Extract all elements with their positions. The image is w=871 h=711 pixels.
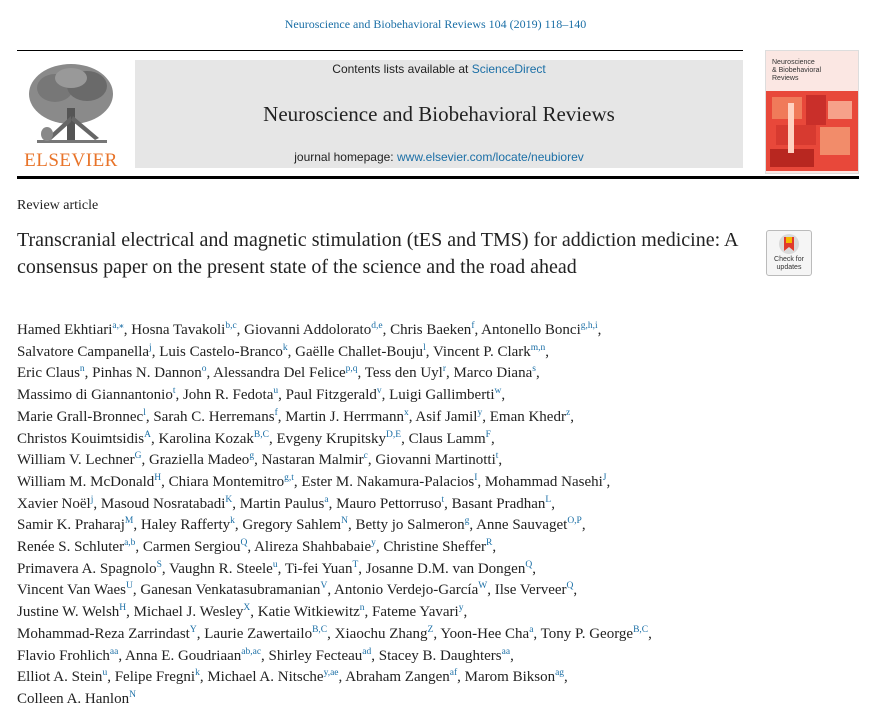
author-affiliation-link[interactable]: j <box>90 494 94 505</box>
author-name[interactable]: Antonio Verdejo-García <box>334 582 479 599</box>
author-affiliation-link[interactable]: R <box>486 538 493 549</box>
author-affiliation-link[interactable]: T <box>352 559 359 570</box>
author-name[interactable]: Salvatore Campanella <box>17 343 150 360</box>
author-affiliation-link[interactable]: F <box>485 429 491 440</box>
author-affiliation-link[interactable]: Q <box>566 581 574 592</box>
author-affiliation-link[interactable]: k <box>230 516 235 527</box>
author-name[interactable]: Ganesan Venkatasubramanian <box>140 582 321 599</box>
author-name[interactable]: Marom Bikson <box>464 669 556 686</box>
author-name[interactable]: Alireza Shahbabaie <box>254 539 372 556</box>
author-name[interactable]: Anna E. Goudriaan <box>125 647 242 664</box>
author-name[interactable]: Justine W. Welsh <box>17 604 120 621</box>
author-affiliation-link[interactable]: z <box>565 407 571 418</box>
author-name[interactable]: Yoon-Hee Cha <box>440 625 530 642</box>
author-name[interactable]: Xiaochu Zhang <box>334 625 428 642</box>
author-affiliation-link[interactable]: H <box>154 472 162 483</box>
author-affiliation-link[interactable]: t <box>441 494 445 505</box>
author-name[interactable]: Mohammad-Reza Zarrindast <box>17 625 190 642</box>
homepage-label: journal homepage: <box>294 150 397 164</box>
author-name[interactable]: Asif Jamil <box>415 408 478 425</box>
journal-header <box>17 50 857 175</box>
cover-title <box>772 59 821 83</box>
author-name[interactable]: Mohammad Nasehi <box>484 473 603 490</box>
bookmark-icon <box>767 231 811 257</box>
author-affiliation-link[interactable]: V <box>320 581 328 592</box>
author-affiliation-link[interactable]: ag <box>555 668 565 679</box>
author-name[interactable]: Tess den Uyl <box>364 365 443 382</box>
author-name[interactable]: Christine Sheffer <box>383 539 486 556</box>
author-name[interactable]: Luigi Gallimberti <box>389 387 495 404</box>
badge-line: updates <box>776 264 802 271</box>
author-affiliation-link[interactable]: g,t <box>284 472 294 483</box>
author-affiliation-link[interactable]: a <box>324 494 329 505</box>
author-affiliation-link[interactable]: u <box>272 559 278 570</box>
publisher-name: ELSEVIER <box>24 150 118 171</box>
author-affiliation-link[interactable]: Q <box>240 538 248 549</box>
author-name[interactable]: Karolina Kozak <box>158 430 254 447</box>
author-list: Hamed Ekhtiari$^{a,⁎}$, Hosna Tavakoli$^{b,c}$, Giovanni Addolorato$^{d,e}$, Chris Baeken$^f$, Antonello Bonci$^{g,h,i}$, Salvatore Campanella$^j$, Luis Castelo-Branco$^k$, Gaëlle Challet-Bouju$^l$, Vincent P. Clark$^{m,n}$, Eric Claus$^n$, Pinhas N. Dannon$^o$, Alessandra Del Felice$^{p,q}$, Tess den Uyl$^r$, Marco Diana$^s$, Massimo di Giannantonio$^t$, John R. Fedota$^u$, Paul Fitzgerald$^v$, Luigi Gallimberti$^w$, Marie Grall-Bronnec$^l$, Sarah C. Herremans$^f$, Martin J. Herrmann$^x$, Asif Jamil$^y$, Eman Khedr$^z$, Christos Kouimtsidis$^A$, Karolina Kozak$^{B,C}$, Evgeny Krupitsky$^{D,E}$, Claus Lamm$^F$, William V. Lechner$^G$, Graziella Madeo$^g$, Nastaran Malmir$^c$, Giovanni Martinotti$^t$, William M. McDonald$^H$, Chiara Montemitro$^{g,t}$, Ester M. Nakamura-Palacios$^I$, Mohammad Nasehi$^J$, Xavier Noël$^j$, Masoud Nosratabadi$^K$, Martin Paulus$^a$, Mauro Pettorruso$^t$, Basant Pradhan$^L$, Samir K. Praharaj$^M$, Haley Rafferty$^k$, Gregory Sahlem$^N$, Betty jo Salmeron$^g$, Anne Sauvaget$^{O,P}$, Renée S. Schluter$^{a,b}$, Carmen Sergiou$^Q$, Alireza Shahbabaie$^y$, Christine Sheffer$^R$, Primavera A. Spagnolo$^S$, Vaughn R. Steele$^u$, Ti-fei Yuan$^T$, Josanne D.M. van Dongen$^Q$, Vincent Van Waes$^U$, Ganesan Venkatasubramanian$^V$, Antonio Verdejo-García$^W$, Ilse Verveer$^Q$, Justine W. Welsh$^H$, Michael J. Wesley$^X$, Katie Witkiewitz$^n$, Fateme Yavari$^y$, Mohammad-Reza Zarrindast$^Y$, Laurie Zawertailo$^{B,C}$, Xiaochu Zhang$^Z$, Yoon-Hee Cha$^a$, Tony P. George$^{B,C}$, Flavio Frohlich$^{aa}$, Anna E. Goudriaan$^{ab,ac}$, Shirley Fecteau$^{ad}$, Stacey B. Daughters$^{aa}$, Elliot A. Stein$^u$, Felipe Fregni$^k$, Michael A. Nitsche$^{y,ae}$, Abraham Zangen$^{af}$, Marom Bikson$^{ag}$, Colleen A. Hanlon$^N$ <box>17 321 652 707</box>
author-affiliation-link[interactable]: f <box>274 407 278 418</box>
author-name[interactable]: Martin J. Herrmann <box>285 408 404 425</box>
author-name[interactable]: Marie Grall-Bronnec <box>17 408 144 425</box>
author-affiliation-link[interactable]: v <box>376 386 382 397</box>
author-affiliation-link[interactable]: M <box>124 516 134 527</box>
author-name[interactable]: Christos Kouimtsidis <box>17 430 145 447</box>
author-name[interactable]: Betty jo Salmeron <box>355 517 465 534</box>
author-name[interactable]: Chiara Montemitro <box>168 473 285 490</box>
author-name[interactable]: Masoud Nosratabadi <box>100 495 226 512</box>
author-affiliation-link[interactable]: N <box>129 689 136 700</box>
author-name[interactable]: Graziella Madeo <box>148 452 250 469</box>
author-affiliation-link[interactable]: X <box>243 603 251 614</box>
author-name[interactable]: Xavier Noël <box>17 495 91 512</box>
author-affiliation-link[interactable]: l <box>423 342 426 353</box>
journal-cover[interactable] <box>765 50 859 174</box>
author-affiliation-link[interactable]: W <box>478 581 488 592</box>
author-affiliation-link[interactable]: d,e <box>371 321 383 331</box>
author-name[interactable]: Gregory Sahlem <box>242 517 342 534</box>
author-name[interactable]: Fateme Yavari <box>372 604 459 621</box>
author-affiliation-link[interactable]: a,b <box>124 538 136 549</box>
elsevier-logo[interactable] <box>17 58 125 170</box>
author-affiliation-link[interactable]: o <box>201 364 207 375</box>
author-name[interactable]: Haley Rafferty <box>140 517 231 534</box>
author-name[interactable]: Hamed Ekhtiari <box>17 322 113 338</box>
author-name[interactable]: Ester M. Nakamura-Palacios <box>301 473 475 490</box>
author-affiliation-link[interactable]: L <box>545 494 552 505</box>
author-affiliation-link[interactable]: p,q <box>345 364 358 375</box>
author-name[interactable]: Gaëlle Challet-Bouju <box>295 343 424 360</box>
author-name[interactable]: Vaughn R. Steele <box>169 560 273 577</box>
author-name[interactable]: Martin Paulus <box>239 495 325 512</box>
author-name[interactable]: Katie Witkiewitz <box>257 604 360 621</box>
journal-info-box <box>135 60 743 168</box>
author-name[interactable]: Josanne D.M. van Dongen <box>365 560 526 577</box>
journal-citation[interactable]: Neuroscience and Biobehavioral Reviews 104 (2019) 118–140 <box>284 17 587 31</box>
article-title: Transcranial electrical and magnetic stimulation (tES and TMS) for addiction medicine: A consensus paper on the present state of the science and the road ahead <box>17 229 738 278</box>
author-name[interactable]: Shirley Fecteau <box>268 647 363 664</box>
author-affiliation-link[interactable]: a,⁎ <box>112 321 124 331</box>
author-affiliation-link[interactable]: m,n <box>530 342 546 353</box>
author-name[interactable]: Vincent Van Waes <box>17 582 126 599</box>
badge-line: Check for <box>774 256 804 263</box>
author-affiliation-link[interactable]: aa <box>501 646 511 657</box>
author-name[interactable]: Laurie Zawertailo <box>204 625 313 642</box>
author-affiliation-link[interactable]: D,E <box>386 429 402 440</box>
author-affiliation-link[interactable]: y <box>458 603 464 614</box>
author-affiliation-link[interactable]: J <box>602 472 607 483</box>
author-name[interactable]: Alessandra Del Felice <box>213 365 346 382</box>
author-affiliation-link[interactable]: t <box>495 451 499 462</box>
author-name[interactable]: Marco Diana <box>453 365 533 382</box>
contents-label: Contents lists available at <box>332 62 472 76</box>
author-name[interactable]: Massimo di Giannantonio <box>17 387 173 404</box>
author-affiliation-link[interactable]: Z <box>427 624 434 635</box>
author-affiliation-link[interactable]: B,C <box>633 624 649 635</box>
check-for-updates-label <box>767 256 811 272</box>
author-name[interactable]: Samir K. Praharaj <box>17 517 125 534</box>
header-rule <box>17 50 743 51</box>
author-name[interactable]: Tony P. George <box>540 625 634 642</box>
author-name[interactable]: Giovanni Martinotti <box>375 452 496 469</box>
author-affiliation-link[interactable]: O,P <box>567 516 582 527</box>
author-affiliation-link[interactable]: ad <box>362 646 372 657</box>
author-affiliation-link[interactable]: r <box>442 364 447 375</box>
author-name[interactable]: Paul Fitzgerald <box>285 387 377 404</box>
author-affiliation-link[interactable]: Q <box>525 559 533 570</box>
author-affiliation-link[interactable]: y,ae <box>323 668 339 679</box>
author-affiliation-link[interactable]: G <box>134 451 142 462</box>
author-affiliation-link[interactable]: g <box>464 516 470 527</box>
author-affiliation-link[interactable]: I <box>474 472 478 483</box>
author-name[interactable]: Giovanni Addolorato <box>244 322 372 338</box>
author-affiliation-link[interactable]: af <box>449 668 458 679</box>
author-affiliation-link[interactable]: ab,ac <box>241 646 262 657</box>
sciencedirect-link[interactable]: ScienceDirect <box>471 62 546 76</box>
author-name[interactable]: Anne Sauvaget <box>476 517 568 534</box>
author-affiliation-link[interactable]: aa <box>109 646 119 657</box>
cover-title-line: Neuroscience <box>772 59 815 66</box>
author-name[interactable]: Vincent P. Clark <box>432 343 531 360</box>
author-affiliation-link[interactable]: x <box>403 407 409 418</box>
author-name[interactable]: John R. Fedota <box>182 387 274 404</box>
author-affiliation-link[interactable]: H <box>119 603 127 614</box>
author-name[interactable]: Ti-fei Yuan <box>284 560 353 577</box>
author-name[interactable]: Nastaran Malmir <box>261 452 364 469</box>
author-name[interactable]: Primavera A. Spagnolo <box>17 560 157 577</box>
journal-homepage-link[interactable]: www.elsevier.com/locate/neubiorev <box>396 150 584 164</box>
contents-line <box>135 62 743 76</box>
author-affiliation-link[interactable]: w <box>494 386 502 397</box>
author-affiliation-link[interactable]: j <box>149 342 152 353</box>
author-affiliation-link[interactable]: U <box>125 581 133 592</box>
author-name[interactable]: Claus Lamm <box>408 430 486 447</box>
author-affiliation-link[interactable]: A <box>144 429 151 440</box>
author-affiliation-link[interactable]: S <box>156 559 162 570</box>
author-affiliation-link[interactable]: y <box>371 538 376 549</box>
author-name[interactable]: Eman Khedr <box>489 408 566 425</box>
author-name[interactable]: Flavio Frohlich <box>17 647 110 664</box>
author-name[interactable]: Hosna Tavakoli <box>131 322 226 338</box>
author-name[interactable]: Mauro Pettorruso <box>336 495 442 512</box>
article-type: Review article <box>17 198 99 213</box>
author-affiliation-link[interactable]: k <box>195 668 200 679</box>
author-affiliation-link[interactable]: c <box>363 451 368 462</box>
author-name[interactable]: Pinhas N. Dannon <box>92 365 202 382</box>
cover-title-line: Reviews <box>772 75 799 82</box>
author-affiliation-link[interactable]: K <box>225 494 233 505</box>
author-affiliation-link[interactable]: l <box>143 407 146 418</box>
author-affiliation-link[interactable]: f <box>471 321 475 331</box>
author-affiliation-link[interactable]: u <box>273 386 279 397</box>
author-name[interactable]: William M. McDonald <box>17 473 155 490</box>
author-name[interactable]: Evgeny Krupitsky <box>276 430 387 447</box>
author-name[interactable]: William V. Lechner <box>17 452 135 469</box>
homepage-line <box>135 150 743 164</box>
author-affiliation-link[interactable]: b,c <box>225 321 237 331</box>
author-affiliation-link[interactable]: B,C <box>312 624 328 635</box>
author-affiliation-link[interactable]: N <box>341 516 348 527</box>
author-affiliation-link[interactable]: t <box>172 386 176 397</box>
author-name[interactable]: Ilse Verveer <box>494 582 567 599</box>
author-name[interactable]: Michael J. Wesley <box>133 604 244 621</box>
cover-artwork-icon <box>766 91 858 171</box>
author-affiliation-link[interactable]: u <box>102 668 108 679</box>
author-affiliation-link[interactable]: s <box>532 364 536 375</box>
author-affiliation-link[interactable]: k <box>282 342 288 353</box>
author-name[interactable]: Elliot A. Stein <box>17 669 103 686</box>
journal-name: Neuroscience and Biobehavioral Reviews <box>263 102 615 126</box>
author-affiliation-link[interactable]: Y <box>189 624 197 635</box>
author-name[interactable]: Carmen Sergiou <box>142 539 241 556</box>
author-name[interactable]: Renée S. Schluter <box>17 539 125 556</box>
author-affiliation-link[interactable]: a <box>529 624 534 635</box>
header-bottom-rule <box>17 176 859 179</box>
author-affiliation-link[interactable]: B,C <box>253 429 269 440</box>
author-name[interactable]: Abraham Zangen <box>345 669 450 686</box>
author-affiliation-link[interactable]: g <box>249 451 255 462</box>
author-affiliation-link[interactable]: y <box>477 407 483 418</box>
author-name[interactable]: Basant Pradhan <box>451 495 546 512</box>
check-for-updates-button[interactable] <box>766 230 812 276</box>
cover-title-line: & Biobehavioral <box>772 67 822 74</box>
author-name[interactable]: Eric Claus <box>17 365 80 382</box>
author-name[interactable]: Michael A. Nitsche <box>207 669 324 686</box>
author-name[interactable]: Stacey B. Daughters <box>378 647 502 664</box>
author-name[interactable]: Colleen A. Hanlon <box>17 690 130 707</box>
author-name[interactable]: Antonello Bonci <box>481 322 581 338</box>
author-name[interactable]: Sarah C. Herremans <box>153 408 275 425</box>
author-affiliation-link[interactable]: n <box>359 603 365 614</box>
author-name[interactable]: Chris Baeken <box>390 322 472 338</box>
author-name[interactable]: Luis Castelo-Branco <box>159 343 283 360</box>
author-affiliation-link[interactable]: g,h,i <box>580 321 598 331</box>
author-name[interactable]: Felipe Fregni <box>114 669 196 686</box>
author-affiliation-link[interactable]: n <box>79 364 85 375</box>
